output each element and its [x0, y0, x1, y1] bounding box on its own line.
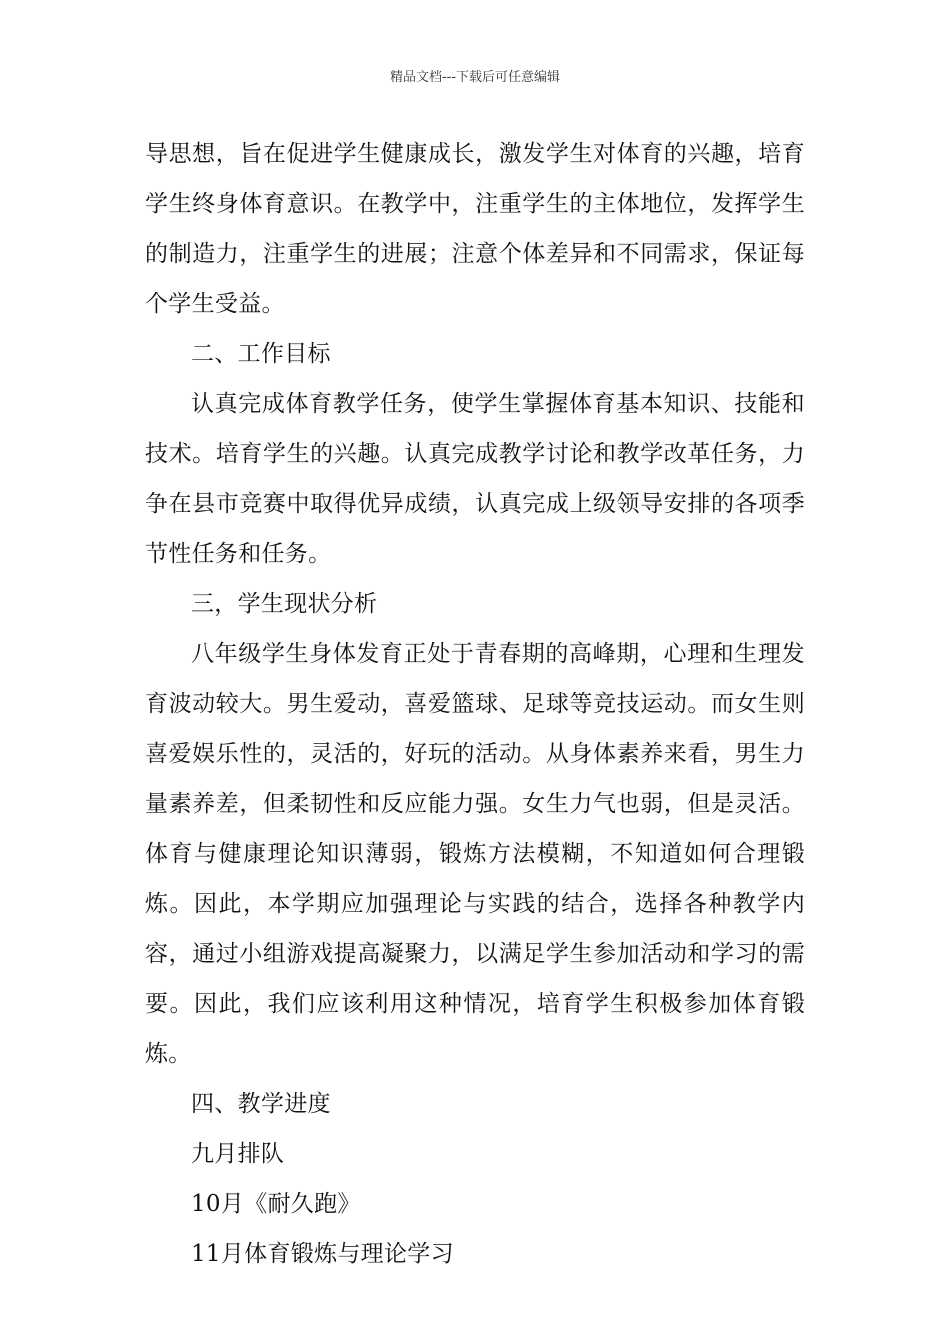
section-heading-work-goals: 二、工作目标: [191, 341, 331, 367]
document-body: [145, 129, 805, 1279]
schedule-item-november: 11月体育锻炼与理论学习: [191, 1241, 454, 1267]
section-heading-teaching-progress: 四、教学进度: [191, 1091, 331, 1117]
section-heading-student-analysis: 三，学生现状分析: [191, 591, 378, 617]
schedule-item-september: 九月排队: [191, 1141, 285, 1167]
page-header: 精品文档---下载后可任意编辑: [389, 70, 561, 85]
paragraph-work-goals: 认真完成体育教学任务，使学生掌握体育基本知识、技能和技术。培育学生的兴趣。认真完成教学讨论和教学改革任务，力争在县市竞赛中取得优异成绩，认真完成上级领导安排的各项季节性任务和任务。: [145, 391, 805, 567]
paragraph-guiding-idea: 导思想，旨在促进学生健康成长，激发学生对体育的兴趣，培育学生终身体育意识。在教学中，注重学生的主体地位，发挥学生的制造力，注重学生的进展；注意个体差异和不同需求，保证每个学生受益。: [145, 141, 805, 317]
paragraph-student-analysis: 八年级学生身体发育正处于青春期的高峰期，心理和生理发育波动较大。男生爱动，喜爱篮球、足球等竞技运动。而女生则喜爱娱乐性的，灵活的，好玩的活动。从身体素养来看，男生力量素养差，但柔韧性和反应能力强。女生力气也弱，但是灵活。体育与健康理论知识薄弱，锻炼方法模糊，不知道如何合理锻炼。因此，本学期应加强理论与实践的结合，选择各种教学内容，通过小组游戏提高凝聚力，以满足学生参加活动和学习的需要。因此，我们应该利用这种情况，培育学生积极参加体育锻炼。: [145, 641, 805, 1067]
schedule-item-october: 10月《耐久跑》: [191, 1191, 361, 1217]
